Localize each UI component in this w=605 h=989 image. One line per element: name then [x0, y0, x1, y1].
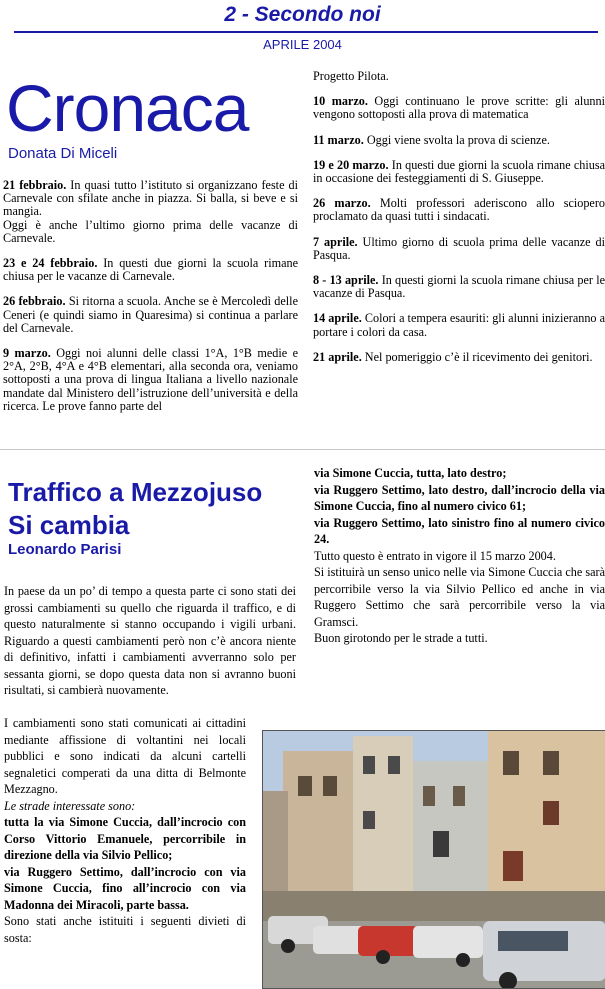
traffico-senso-unico: Si istituirà un senso unico nelle via Simone Cuccia che sarà percorribile verso la via Silvio Pellico ed anche in via Ruggero Settimo che sarà percorribile verso la via Gramsci. — [314, 565, 605, 629]
traffico-intro — [4, 583, 296, 699]
traffico-title-line2: Si cambia — [8, 510, 130, 540]
cronaca-entry: 14 aprile. Colori a tempera esauriti: gli alunni inizieranno a portare i colori da casa. — [313, 311, 605, 339]
cronaca-column-2 — [313, 70, 605, 376]
cronaca-entry: Oggi è anche l’ultimo giorno prima delle vacanze di Carnevale. — [3, 217, 298, 245]
traffico-author: Leonardo Parisi — [8, 541, 122, 558]
cronaca-title: Cronaca — [6, 71, 249, 145]
traffico-divieto-3: via Ruggero Settimo, lato sinistro fino al numero civico 24. — [314, 515, 605, 546]
street-photo-drawing — [263, 731, 605, 988]
cronaca-author: Donata Di Miceli — [8, 145, 118, 162]
issue-date: APRILE 2004 — [263, 37, 342, 52]
traffico-intro-text: In paese da un po’ di tempo a questa parte ci sono stati dei grossi cambiamenti su quello che riguarda il traffico, e di questo naturalmente si stanno occupando i vigili urbani. Riguardo a questi cambiamenti però non c’è ancora niente di definitivo, infatti i cambiamenti avverranno solo per sessanta giorni, se dopo questa data non si avranno buoni risultati, si cambierà nuovamente. — [4, 584, 296, 697]
cronaca-entry: 10 marzo. Oggi continuano le prove scritte: gli alunni vengono sottoposti alla prova di matematica — [313, 94, 605, 122]
cronaca-entry: 19 e 20 marzo. In questi due giorni la scuola rimane chiusa in occasione dei festeggiamenti di S. Giuseppe. — [313, 157, 605, 186]
traffico-vigore: Tutto questo è entrato in vigore il 15 marzo 2004. — [314, 548, 556, 563]
cronaca-entry: 9 marzo. Oggi noi alunni delle classi 1°A, 1°B medie e 2°A, 2°B, 4°A e 4°B elementari, alla seconda ora, veniamo sottoposti a una prova di lingua Italiana a livello nazionale mandate dal Ministero dell’istruzione dell’università e della ricerca. Le prove fanno parte del — [3, 346, 298, 413]
traffico-column-right — [314, 465, 605, 647]
cronaca-entry: 7 aprile. Ultimo giorno di scuola prima delle vacanze di Pasqua. — [313, 234, 605, 262]
cronaca-entry: 8 - 13 aprile. In questi giorni la scuola rimane chiusa per le vacanze di Pasqua. — [313, 273, 605, 301]
cronaca-entry: 26 marzo. Molti professori aderiscono allo sciopero proclamato da quasi tutti i sindacati. — [313, 196, 605, 224]
cronaca-column-1 — [3, 179, 298, 425]
street-photo — [262, 730, 605, 989]
traffico-divieti: Sono stati anche istituiti i seguenti divieti di sosta: — [4, 914, 246, 945]
traffico-title — [8, 476, 303, 542]
section-divider — [0, 449, 605, 450]
traffico-saluto: Buon girotondo per le strade a tutti. — [314, 631, 488, 645]
traffico-divieto-2: via Ruggero Settimo, lato destro, dall’incrocio della via Simone Cuccia, fino al numero civico 61; — [314, 482, 605, 513]
traffico-comunicati: I cambiamenti sono stati comunicati ai cittadini mediante affissione di voltantini nei locali pubblici e sono indicati da alcuni cartelli segnaletici comperati da una ditta di Belmonte Mezzagno. — [4, 716, 246, 796]
traffico-column-left — [4, 715, 246, 946]
cronaca-entry: 26 febbraio. Si ritorna a scuola. Anche se è Mercoledì delle Ceneri (e quindi siamo in Quaresima) si continua a parlare del Carnevale. — [3, 294, 298, 335]
header-divider — [14, 31, 598, 33]
traffico-strade-label: Le strade interessate sono: — [4, 798, 136, 813]
traffico-route-2: via Ruggero Settimo, dall’incrocio con via Simone Cuccia, fino all’incrocio con via Madonna dei Miracoli, parte bassa. — [4, 864, 246, 912]
cronaca-entry: 23 e 24 febbraio. In questi due giorni la scuola rimane chiusa per le vacanze di Carnevale. — [3, 256, 299, 284]
traffico-title-line1: Traffico a Mezzojuso — [8, 477, 263, 507]
cronaca-entry: 21 aprile. Nel pomeriggio c’è il ricevimento dei genitori. — [313, 349, 593, 364]
cronaca-entry: 21 febbraio. In quasi tutto l’istituto si organizzano feste di Carnevale con sfilate anche in piazza. Si balla, si beve e si mangia. — [3, 178, 298, 219]
page-header-title: 2 - Secondo noi — [224, 3, 381, 26]
traffico-route-1: tutta la via Simone Cuccia, dall’incrocio con Corso Vittorio Emanuele, percorribile in direzione della via Silvio Pellico; — [4, 815, 246, 862]
cronaca-entry: Progetto Pilota. — [313, 69, 389, 83]
cronaca-entry: 11 marzo. Oggi viene svolta la prova di scienze. — [313, 132, 550, 147]
traffico-divieto-1: via Simone Cuccia, tutta, lato destro; — [314, 466, 507, 480]
